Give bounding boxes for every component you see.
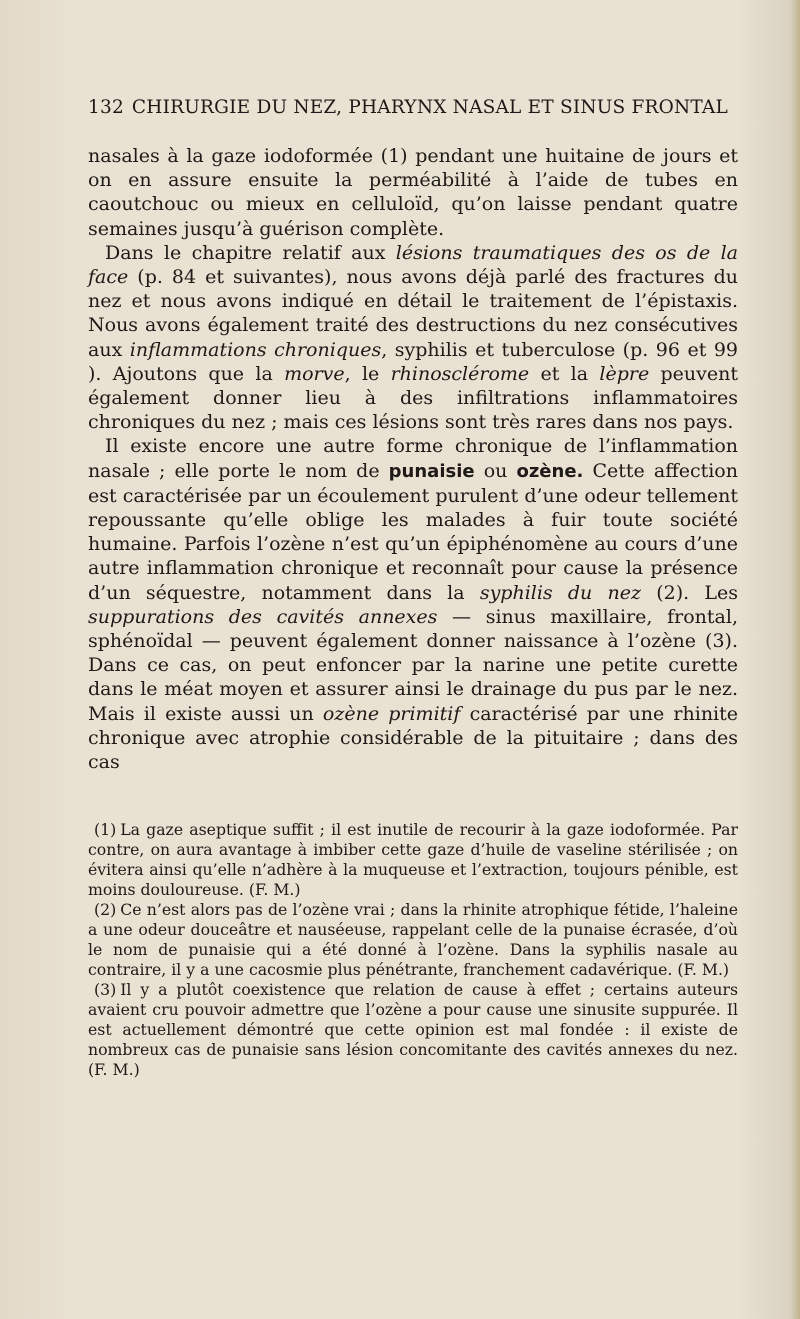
text-span: caractérisé par une rhinite chronique avec atrophie considérable de la pituitaire ; dans des cas [88, 702, 739, 774]
page-edge-shadow [790, 0, 800, 1319]
italic-span: inflammations chroniques [129, 338, 382, 361]
italic-span: rhinosclérome [390, 362, 530, 385]
footnote-text: Ce n’est alors pas de l’ozène vrai ; dans la rhinite atrophique fétide, l’haleine a une odeur douceâtre et nauséeuse, rappelant celle de la punaise écrasée, d’où le nom de punaisie qui a été donné à l’ozène. Dans la syphilis nasale au contraire, il y a une cacosmie plus pénétrante, franchement cadavérique. (F. M.) [88, 900, 738, 980]
running-title: CHIRURGIE DU NEZ, PHARYNX NASAL ET SINUS FRONTAL [131, 97, 728, 118]
text-span: peuvent également donner lieu à des infiltrations inflammatoires chroniques du nez ; mais ces lésions sont très rares dans nos pays. [88, 362, 738, 434]
running-header [88, 96, 738, 120]
text-span: (2). Les [641, 581, 738, 604]
footnote-text: Il y a plutôt coexistence que relation de cause à effet ; certains auteurs avaient cru pouvoir admettre que l’ozène a pour cause une sinusite suppurée. Il est actuellement démontré que cette opinion est mal fondée : il existe de nombreux cas de punaisie sans lésion concomitante des cavités annexes du nez. (F. M.) [88, 980, 738, 1080]
page-number: 132 [88, 97, 124, 118]
italic-span: syphilis du nez [479, 581, 641, 604]
italic-span: lèpre [599, 362, 650, 385]
footnote-number: (2) [94, 900, 117, 920]
italic-span: ozène primitif [322, 702, 461, 725]
bold-term: punaisie [388, 460, 475, 482]
paragraph-1: nasales à la gaze iodoformée (1) pendant une huitaine de jours et on en assure ensuite la perméabilité à l’aide de tubes en caoutchouc ou mieux en celluloïd, qu’on laisse pendant quatre semaines jusqu’à guérison complète. [88, 145, 738, 240]
text-span: Il existe encore une autre forme chronique de l’inflammation nasale ; elle porte le nom de [88, 435, 738, 482]
main-text [88, 144, 738, 774]
italic-span: suppurations des cavités annexes [88, 605, 438, 628]
text-span: Cette affection est caractérisée par un écoulement purulent d’une odeur tellement repoussante qu’elle oblige les malades à fuir toute société humaine. Parfois l’ozène n’est qu’un épiphénomène au cours d’une autre inflammation chronique et reconnaît pour cause la présence d’un séquestre, notamment dans la [88, 459, 738, 604]
text-span: Dans le chapitre relatif aux [105, 241, 396, 264]
italic-span: morve [284, 362, 345, 385]
footnote-2 [88, 900, 738, 980]
paragraph-2 [88, 241, 738, 435]
footnote-1 [88, 820, 738, 900]
footnote-text: La gaze aseptique suffit ; il est inutile de recourir à la gaze iodoformée. Par contre, on aura avantage à imbiber cette gaze d’huile de vaseline stérilisée ; on évitera ainsi qu’elle n’adhère à la muqueuse et l’extraction, toujours pénible, est moins douloureuse. (F. M.) [88, 820, 738, 900]
footnotes [88, 820, 738, 1080]
text-span: et la [529, 362, 600, 385]
footnote-number: (1) [94, 820, 117, 840]
book-page [88, 96, 738, 1080]
bold-term: ozène. [516, 460, 584, 482]
text-span: ou [474, 459, 517, 482]
paragraph-3 [88, 434, 738, 774]
text-span: , syphilis et tuberculose (p. 96 et 99 ). Ajoutons que la [88, 338, 738, 385]
text-span: (p. 84 et suivantes), nous avons déjà parlé des fractures du nez et nous avons indiqué en détail le traitement de l’épistaxis. Nous avons également traité des destructions du nez consécutives aux [88, 266, 738, 361]
text-span: , le [344, 362, 391, 385]
text-span: — sinus maxillaire, frontal, sphénoïdal — peuvent également donner naissance à l’ozène (3). Dans ce cas, on peut enfoncer par la narine une petite curette dans le méat moyen et assurer ainsi le drainage du pus par le nez. Mais il existe aussi un [88, 605, 738, 725]
footnote-3 [88, 980, 738, 1080]
footnote-number: (3) [94, 980, 117, 1000]
italic-span: lésions traumatiques des os de la face [88, 241, 738, 289]
